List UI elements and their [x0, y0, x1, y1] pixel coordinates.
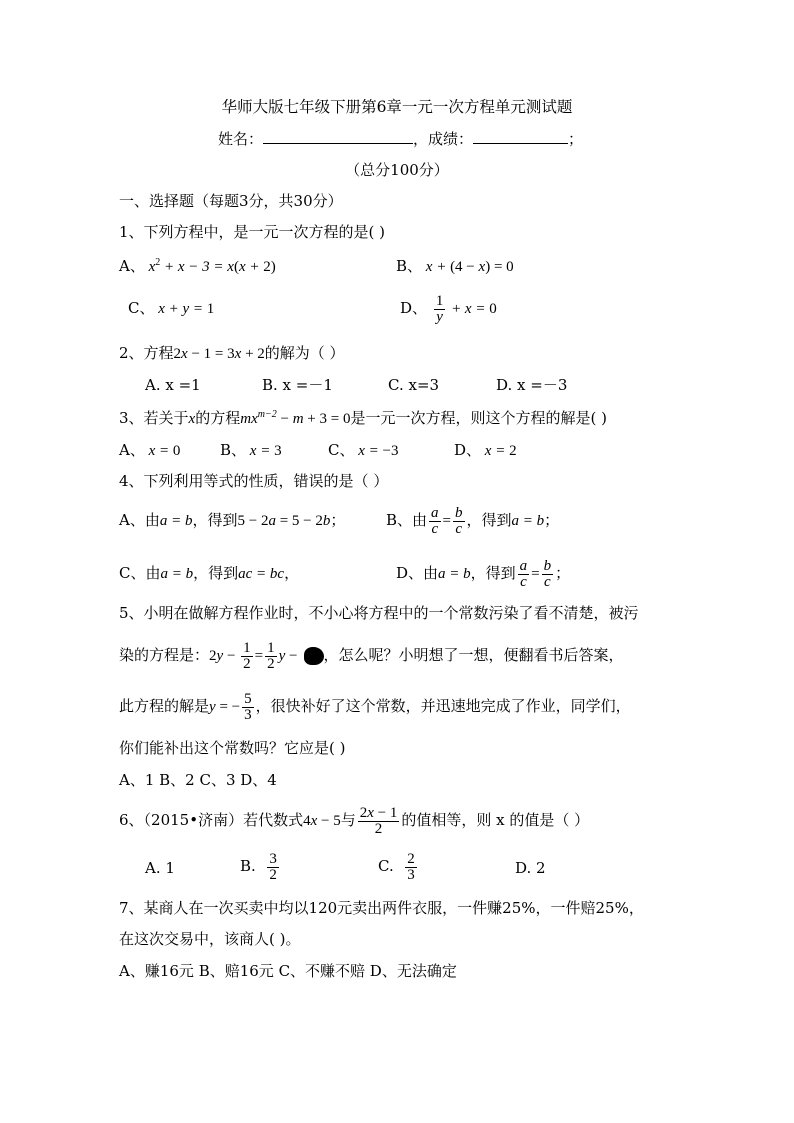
- stem-text: ，得到: [192, 511, 238, 529]
- stem-text: A、由: [119, 511, 160, 529]
- option-label: A、: [119, 441, 145, 459]
- q7-options: A、赚16元 B、赔16元 C、不赚不赔 D、无法确定: [119, 962, 457, 980]
- stem-text: ；: [555, 564, 571, 582]
- name-blank[interactable]: [263, 129, 413, 144]
- q2-option-b: B. x =－1: [262, 376, 333, 394]
- q2-option-d: D. x =－3: [496, 376, 568, 394]
- student-info-line: [218, 129, 583, 149]
- option-label: B、: [220, 441, 247, 459]
- question-1-stem: 1、下列方程中，是一元一次方程的是( ): [119, 223, 386, 241]
- question-7-line-2: 在这次交易中，该商人( )。: [119, 930, 301, 948]
- end-mark: ；: [568, 130, 584, 148]
- option-label: D、: [454, 441, 482, 459]
- stem-text: ，: [284, 564, 300, 582]
- question-6-stem: 6、（2015•济南）若代数式4x − 5与 $\frac{2x - 1}{2}$ 的值相等，则 x 的值是（ ）: [119, 804, 590, 837]
- option-label: D、: [400, 299, 428, 317]
- question-7-line-1: 7、某商人在一次买卖中均以120元卖出两件衣服，一件赚25%，一件赔25%，: [119, 899, 644, 917]
- stem-text: ；: [544, 511, 560, 529]
- stem-text: 2、方程: [119, 344, 174, 362]
- question-5-line-2: 染的方程是：2y − $\frac{1}{2}$ = $\frac{1}{2}$ y − ，怎么呢？小明想了一想，便翻看书后答案，: [119, 639, 624, 672]
- stem-text: B、由: [386, 511, 428, 529]
- q6-option-b: B. $\frac{3}{2}$: [240, 850, 277, 883]
- separator: ，: [413, 130, 429, 148]
- stem-text: C、由: [119, 564, 161, 582]
- q2-option-c: C. x=3: [388, 376, 440, 394]
- stem-text: D、由: [396, 564, 439, 582]
- q5-options: A、1 B、2 C、3 D、4: [119, 771, 277, 789]
- q4-option-c: C、由a = b，得到ac = bc，: [119, 564, 300, 582]
- section-heading: 一、选择题（每题3分，共30分）: [119, 192, 343, 210]
- q3-option-c: C、 x = −3: [328, 441, 399, 459]
- q6-option-a: A. 1: [145, 859, 175, 877]
- stem-text: 6、（2015•济南）若代数式: [119, 811, 304, 829]
- stem-text: 的解为（ ）: [264, 344, 345, 362]
- page-title: 华师大版七年级下册第6章一元一次方程单元测试题: [221, 98, 573, 116]
- question-2-stem: 2、方程2x − 1 = 3x + 2的解为（ ）: [119, 344, 345, 362]
- stem-text: ，得到: [466, 511, 512, 529]
- question-5-line-3: 此方程的解是y = − $\frac{5}{3}$ ，很快补好了这个常数，并迅速地完成了作业，同学们，: [119, 690, 631, 723]
- name-label: 姓名：: [218, 130, 264, 148]
- score-blank[interactable]: [473, 129, 568, 144]
- q4-option-d: D、由a = b，得到 $\frac{a}{c}$ = $\frac{b}{c}$ ；: [396, 557, 571, 590]
- q3-option-d: D、 x = 2: [454, 441, 517, 459]
- stem-text: ，得到: [193, 564, 239, 582]
- q4-option-a: A、由a = b，得到5 − 2a = 5 − 2b；: [119, 511, 346, 529]
- ink-smudge: [304, 647, 324, 665]
- stem-text: ，很快补好了这个常数，并迅速地完成了作业，同学们，: [255, 697, 631, 715]
- question-4-stem: 4、下列利用等式的性质，错误的是（ ）: [119, 472, 389, 490]
- option-label: A、: [119, 257, 145, 275]
- q6-option-d: D. 2: [515, 859, 546, 877]
- stem-text: 与: [340, 811, 356, 829]
- stem-text: 的方程: [195, 409, 241, 427]
- option-label: B、: [396, 257, 423, 275]
- q1-option-c: C、 x + y = 1: [128, 299, 215, 317]
- q3-option-b: B、 x = 3: [220, 441, 282, 459]
- stem-text: 的值相等，则 x 的值是（ ）: [401, 811, 590, 829]
- total-score: （总分100分）: [345, 161, 449, 179]
- question-5-line-1: 5、小明在做解方程作业时，不小心将方程中的一个常数污染了看不清楚，被污: [119, 604, 639, 622]
- stem-text: 此方程的解是: [119, 697, 210, 715]
- question-3-stem: 3、若关于x的方程$mx^{m-2} - m + 3 = 0$是一元一次方程，则这个方程的解是( ): [119, 409, 607, 427]
- stem-text: ，怎么呢？小明想了一想，便翻看书后答案，: [323, 646, 624, 664]
- stem-text: 是一元一次方程，则这个方程的解是( ): [350, 409, 607, 427]
- question-5-line-4: 你们能补出这个常数吗？它应是( ): [119, 739, 346, 757]
- q3-option-a: A、 x = 0: [119, 441, 181, 459]
- stem-text: 染的方程是：: [119, 646, 210, 664]
- option-label: C、: [328, 441, 355, 459]
- score-label: 成绩：: [428, 130, 474, 148]
- q4-option-b: B、由 $\frac{a}{c}$ = $\frac{b}{c}$ ，得到a = b；: [386, 504, 560, 537]
- q6-option-c: C. $\frac{2}{3}$: [378, 850, 415, 883]
- option-label: C.: [378, 857, 394, 875]
- q1-option-b: B、 x + (4 − x) = 0: [396, 257, 514, 275]
- stem-text: 3、若关于: [119, 409, 189, 427]
- stem-text: ；: [330, 511, 346, 529]
- q2-option-a: A. x =1: [145, 376, 201, 394]
- q1-option-d: D、 $\frac{1}{y}$ + x = 0: [400, 292, 497, 325]
- option-label: C、: [128, 299, 155, 317]
- q1-option-a: A、 $x^2 + x - 3 = x(x + 2)$: [119, 257, 276, 275]
- option-label: B.: [240, 857, 256, 875]
- stem-text: ，得到: [470, 564, 516, 582]
